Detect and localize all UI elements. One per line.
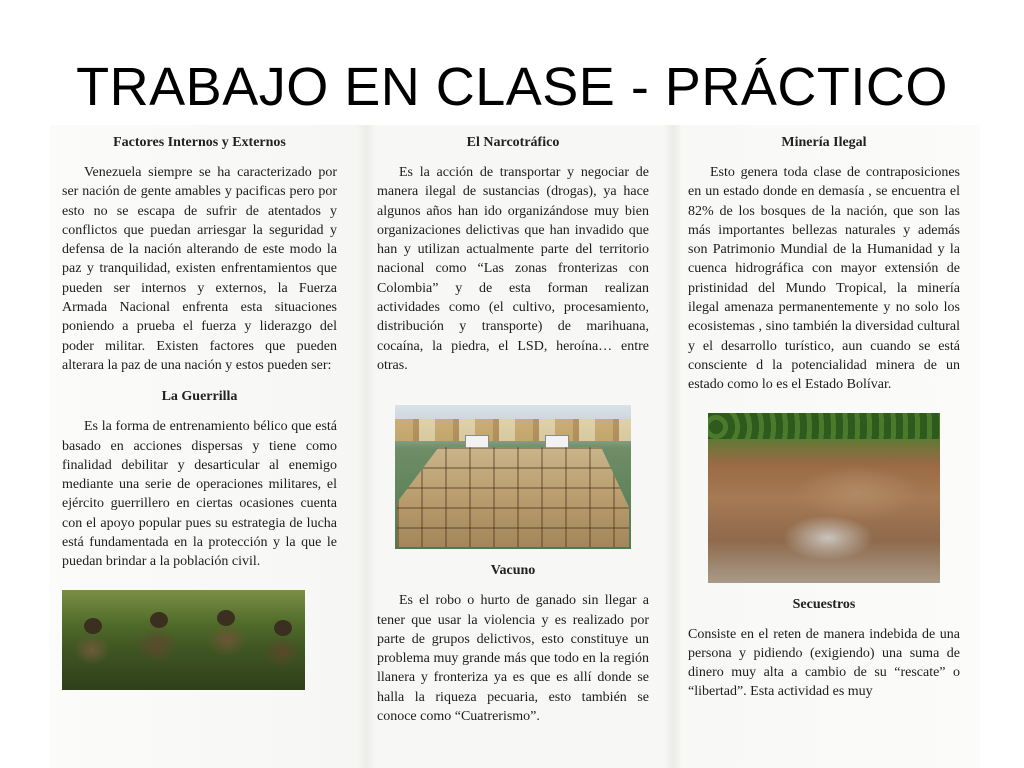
section-title: El Narcotráfico <box>466 135 560 150</box>
mining-photo <box>708 413 940 583</box>
section-narcotrafico <box>377 135 649 375</box>
soldier-figure <box>84 618 102 634</box>
brochure-scan <box>50 125 980 768</box>
section-secuestros <box>688 597 960 702</box>
section-body: Es el robo o hurto de ganado sin llegar a tener que usar la violencia y es realizado por parte de grupos delictivos, esto constituye un problema muy grande más que todo en la región llanera y fronteriza ya es que es allí donde se halla la riqueza pecuaria, esto también se conoce como “Cuatrerismo”. <box>377 593 649 725</box>
section-title: Factores Internos y Externos <box>113 135 286 150</box>
section-vacuno <box>377 563 649 726</box>
section-body: Es la forma de entrenamiento bélico que está basado en acciones dispersas y tiene como finalidad debilitar y desarticular al enemigo mediante una serie de operaciones militares, el ejército guerrillero en ciertas ocasiones cuenta con el apoyo popular pues su estrategia de lucha está fundamentada en la protección y la que le puedan brindar a la población civil. <box>62 419 337 570</box>
soldier-figure <box>274 620 292 636</box>
photo-background-buildings <box>395 419 631 441</box>
section-factores <box>62 135 337 375</box>
section-mineria <box>688 135 960 395</box>
section-guerrilla <box>62 389 337 571</box>
section-title: Secuestros <box>792 596 856 612</box>
brochure-column-3 <box>688 135 960 702</box>
soldier-figure <box>217 610 235 626</box>
photo-tree-line <box>708 413 940 439</box>
brochure-column-1 <box>62 135 337 690</box>
section-body: Venezuela siempre se ha caracterizado por ser nación de gente amables y pacificas pero por esto no se escapa de sufrir de atentados y conflictos que puedan arriesgar la seguridad y defensa de la nación alterando de este modo la paz y tranquilidad, existen enfrentamientos que pueden ser internos y externos, la Fuerza Armada Nacional enfrenta esta situaciones poniendo a prueba el fuerza y liderazgo del poder militar. Existen factores que pueden alterara la paz de una nación y estos pueden ser: <box>62 165 337 373</box>
drug-seizure-photo <box>395 405 631 549</box>
section-title: Minería Ilegal <box>781 135 867 150</box>
drug-bales <box>397 447 629 547</box>
section-body: Esto genera toda clase de contraposiciones en un estado donde en demasía , se encuentra el 82% de los bosques de la nación, que son las más importantes bellezas naturales y además son Patrimonio Mundial de la Humanidad y la cuenca hidrográfica con mayor extensión de pristinidad del Mundo Tropical, la minería ilegal amenaza permanentemente y no solo los ecosistemas , sino también la diversidad cultural y el desarrollo turístico, aun cuando se está consciente d la potencialidad minera de un estado como lo es el Estado Bolívar. <box>688 165 960 393</box>
slide-title: TRABAJO EN CLASE - PRÁCTICO <box>76 57 948 117</box>
section-body: Es la acción de transportar y negociar de manera ilegal de sustancias (drogas), ya hace algunos años han ido organizándose muy bien organizaciones delictivas que han invadido que han y utilizan actualmente parte del territorio nacional como “Las zonas fronterizas con Colombia” y de esta forman realizan actividades como (el cultivo, procesamiento, distribución y transporte) de marihuana, cocaína, la piedra, el LSD, heroína… entre otras. <box>377 165 649 373</box>
section-title: Vacuno <box>490 563 536 579</box>
soldier-figure <box>150 612 168 628</box>
section-body: Consiste en el reten de manera indebida de una persona y pidiendo (exigiendo) una suma de dinero muy alta a cambio de su “rescate” o “libertad”. Esta actividad es muy <box>688 626 960 700</box>
brochure-column-2 <box>377 135 649 726</box>
section-title: La Guerrilla <box>161 389 238 405</box>
guerrilla-photo <box>62 590 305 690</box>
